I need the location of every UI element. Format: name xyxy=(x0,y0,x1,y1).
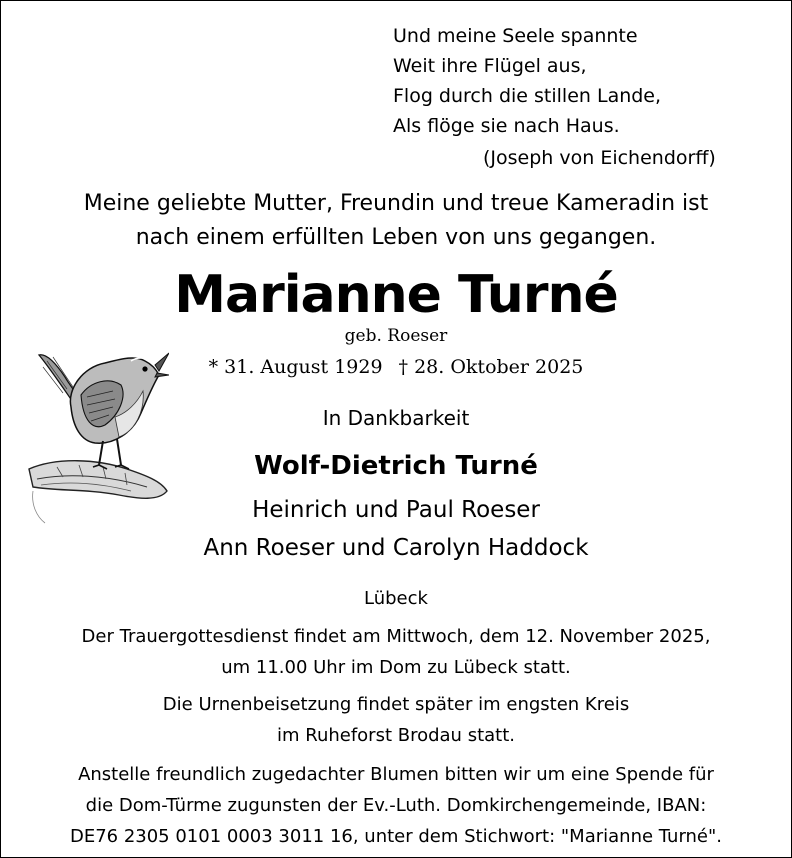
burial-line: Die Urnenbeisetzung findet später im engsten Kreis xyxy=(162,694,630,715)
intro-text xyxy=(1,187,791,255)
poem-line: Als flöge sie nach Haus. xyxy=(393,115,620,137)
intro-line: nach einem erfüllten Leben von uns gegangen. xyxy=(135,225,657,250)
mourner-primary: Wolf-Dietrich Turné xyxy=(254,451,538,481)
donation-info xyxy=(1,759,791,852)
intro-line: Meine geliebte Mutter, Freundin und treue Kameradin ist xyxy=(83,191,709,216)
deceased-name: Marianne Turné xyxy=(174,265,618,325)
service-info xyxy=(1,621,791,683)
donation-line: Anstelle freundlich zugedachter Blumen bitten wir um eine Spende für xyxy=(78,764,714,785)
poem-line: Weit ihre Flügel aus, xyxy=(393,55,587,77)
death-date: † 28. Oktober 2025 xyxy=(398,356,584,378)
maiden-name: geb. Roeser xyxy=(344,326,448,346)
donation-line: DE76 2305 0101 0003 3011 16, unter dem Stichwort: "Marianne Turné". xyxy=(69,826,723,847)
poem-author: (Joseph von Eichendorff) xyxy=(483,147,716,169)
mourner: Heinrich und Paul Roeser xyxy=(252,497,540,523)
service-line: um 11.00 Uhr im Dom zu Lübeck statt. xyxy=(221,657,571,678)
city: Lübeck xyxy=(364,588,428,609)
poem xyxy=(393,21,661,141)
poem-line: Flog durch die stillen Lande, xyxy=(393,85,662,107)
poem-line: Und meine Seele spannte xyxy=(393,25,638,47)
donation-line: die Dom-Türme zugunsten der Ev.-Luth. Domkirchengemeinde, IBAN: xyxy=(85,795,707,816)
burial-line: im Ruheforst Brodau statt. xyxy=(276,725,515,746)
burial-info xyxy=(1,689,791,751)
thanks-label: In Dankbarkeit xyxy=(322,406,470,430)
mourner: Ann Roeser und Carolyn Haddock xyxy=(203,535,589,561)
service-line: Der Trauergottesdienst findet am Mittwoch, dem 12. November 2025, xyxy=(81,626,711,647)
birth-date: * 31. August 1929 xyxy=(208,356,383,378)
